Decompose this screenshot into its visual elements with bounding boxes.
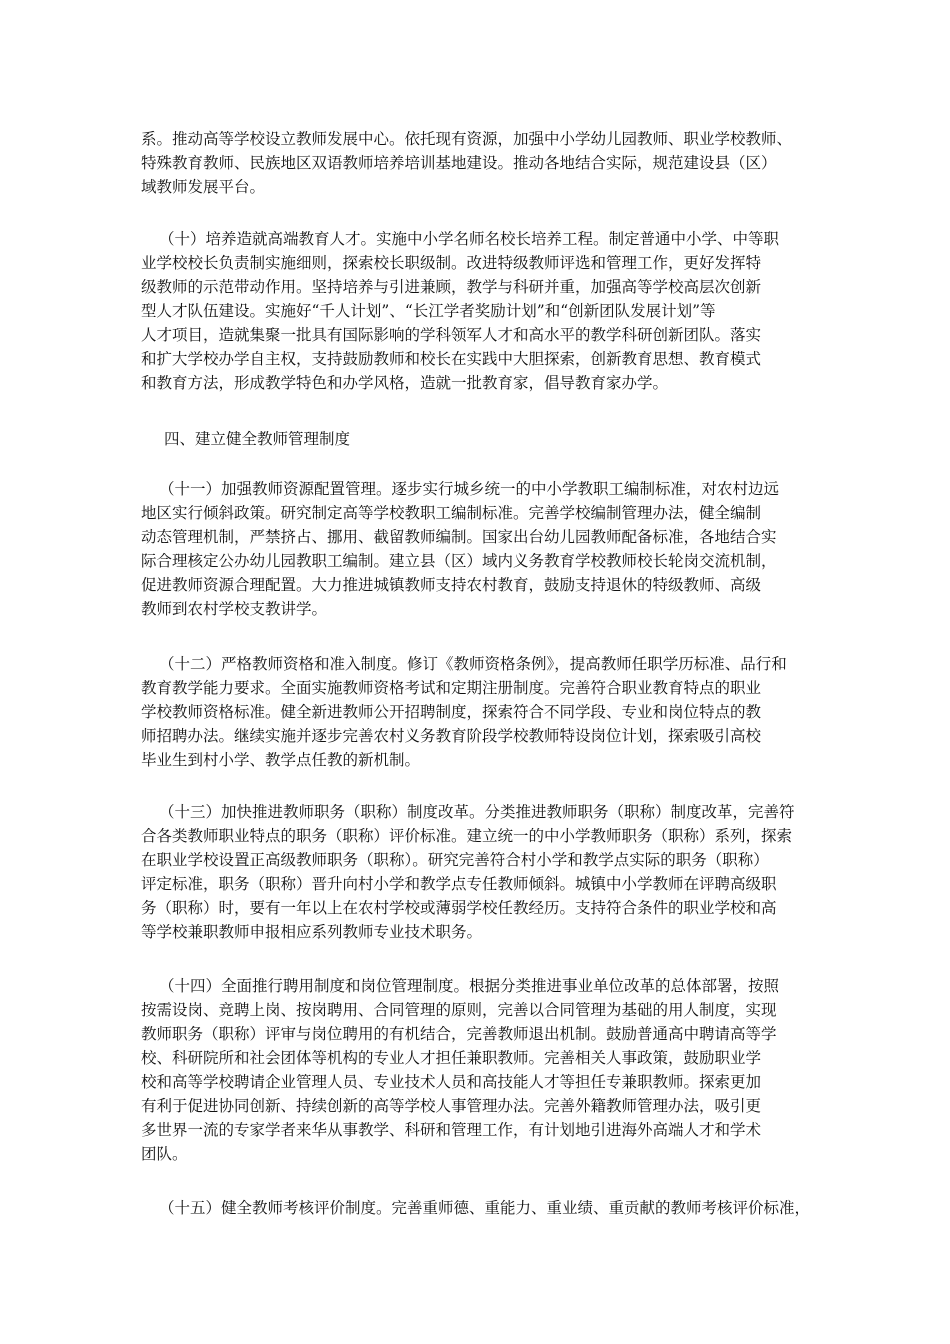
- text-line: 有利于促进协同创新、持续创新的高等学校人事管理办法。完善外籍教师管理办法，吸引更: [141, 1097, 762, 1115]
- section-heading: 四、建立健全教师管理制度: [164, 430, 351, 448]
- text-line: 型人才队伍建设。实施好“千人计划”、“长江学者奖励计划”和“创新团队发展计划”等: [141, 302, 716, 320]
- text-line: 系。推动高等学校设立教师发展中心。依托现有资源，加强中小学幼儿园教师、职业学校教师、: [141, 130, 793, 148]
- text-line: 毕业生到村小学、教学点任教的新机制。: [141, 751, 421, 769]
- text-line: （十五）健全教师考核评价制度。完善重师德、重能力、重业绩、重贡献的教师考核评价标准，: [159, 1199, 811, 1217]
- text-line: 团队。: [141, 1145, 188, 1163]
- text-line: 人才项目，造就集聚一批具有国际影响的学科领军人才和高水平的教学科研创新团队。落实: [141, 326, 762, 344]
- text-line: 促进教师资源合理配置。大力推进城镇教师支持农村教育，鼓励支持退休的特级教师、高级: [141, 576, 762, 594]
- text-line: 评定标准，职务（职称）晋升向村小学和教学点专任教师倾斜。城镇中小学教师在评聘高级职: [141, 875, 777, 893]
- paragraph-section-15: [141, 1196, 816, 1220]
- text-line: 业学校校长负责制实施细则，探索校长职级制。改进特级教师评选和管理工作，更好发挥特: [141, 254, 762, 272]
- text-line: 校和高等学校聘请企业管理人员、专业技术人员和高技能人才等担任专兼职教师。探索更加: [141, 1073, 762, 1091]
- text-line: （十一）加强教师资源配置管理。逐步实行城乡统一的中小学教职工编制标准，对农村边远: [159, 480, 780, 498]
- text-line: 校、科研院所和社会团体等机构的专业人才担任兼职教师。完善相关人事政策，鼓励职业学: [141, 1049, 762, 1067]
- text-line: （十二）严格教师资格和准入制度。修订《教师资格条例》，提高教师任职学历标准、品行和: [159, 655, 787, 673]
- paragraph-section-12: [141, 652, 816, 772]
- text-line: 在职业学校设置正高级教师职务（职称）。研究完善符合村小学和教学点实际的职务（职称）: [141, 851, 769, 869]
- text-line: 学校教师资格标准。健全新进教师公开招聘制度，探索符合不同学段、专业和岗位特点的教: [141, 703, 762, 721]
- text-line: （十四）全面推行聘用制度和岗位管理制度。根据分类推进事业单位改革的总体部署，按照: [159, 977, 780, 995]
- text-line: 务（职称）时，要有一年以上在农村学校或薄弱学校任教经历。支持符合条件的职业学校和高: [141, 899, 777, 917]
- text-line: 教师到农村学校支教讲学。: [141, 600, 328, 618]
- text-line: 动态管理机制，严禁挤占、挪用、截留教师编制。国家出台幼儿园教师配备标准，各地结合实: [141, 528, 777, 546]
- text-line: 级教师的示范带动作用。坚持培养与引进兼顾，教学与科研并重，加强高等学校高层次创新: [141, 278, 762, 296]
- text-line: 合各类教师职业特点的职务（职称）评价标准。建立统一的中小学教师职务（职称）系列，探索: [141, 827, 793, 845]
- paragraph-continuation: [141, 127, 816, 199]
- text-line: 和扩大学校办学自主权，支持鼓励教师和校长在实践中大胆探索，创新教育思想、教育模式: [141, 350, 762, 368]
- text-line: （十三）加快推进教师职务（职称）制度改革。分类推进教师职务（职称）制度改革，完善符: [159, 803, 795, 821]
- text-line: 和教育方法，形成教学特色和办学风格，造就一批教育家，倡导教育家办学。: [141, 374, 669, 392]
- paragraph-section-11: [141, 477, 816, 621]
- text-line: 师招聘办法。继续实施并逐步完善农村义务教育阶段学校教师特设岗位计划，探索吸引高校: [141, 727, 762, 745]
- text-line: 按需设岗、竞聘上岗、按岗聘用、合同管理的原则，完善以合同管理为基础的用人制度，实现: [141, 1001, 777, 1019]
- text-line: 教育教学能力要求。全面实施教师资格考试和定期注册制度。完善符合职业教育特点的职业: [141, 679, 762, 697]
- text-line: 等学校兼职教师申报相应系列教师专业技术职务。: [141, 923, 483, 941]
- paragraph-section-14: [141, 974, 816, 1166]
- text-line: 多世界一流的专家学者来华从事教学、科研和管理工作，有计划地引进海外高端人才和学术: [141, 1121, 762, 1139]
- paragraph-section-10: [141, 227, 816, 395]
- text-line: 域教师发展平台。: [141, 178, 266, 196]
- text-line: 际合理核定公办幼儿园教职工编制。建立县（区）域内义务教育学校教师校长轮岗交流机制，: [141, 552, 777, 570]
- paragraph-section-13: [141, 800, 816, 944]
- text-line: （十）培养造就高端教育人才。实施中小学名师名校长培养工程。制定普通中小学、中等职: [159, 230, 780, 248]
- text-line: 特殊教育教师、民族地区双语教师培养培训基地建设。推动各地结合实际，规范建设县（区）: [141, 154, 777, 172]
- text-line: 教师职务（职称）评审与岗位聘用的有机结合，完善教师退出机制。鼓励普通高中聘请高等学: [141, 1025, 777, 1043]
- text-line: 地区实行倾斜政策。研究制定高等学校教职工编制标准。完善学校编制管理办法，健全编制: [141, 504, 762, 522]
